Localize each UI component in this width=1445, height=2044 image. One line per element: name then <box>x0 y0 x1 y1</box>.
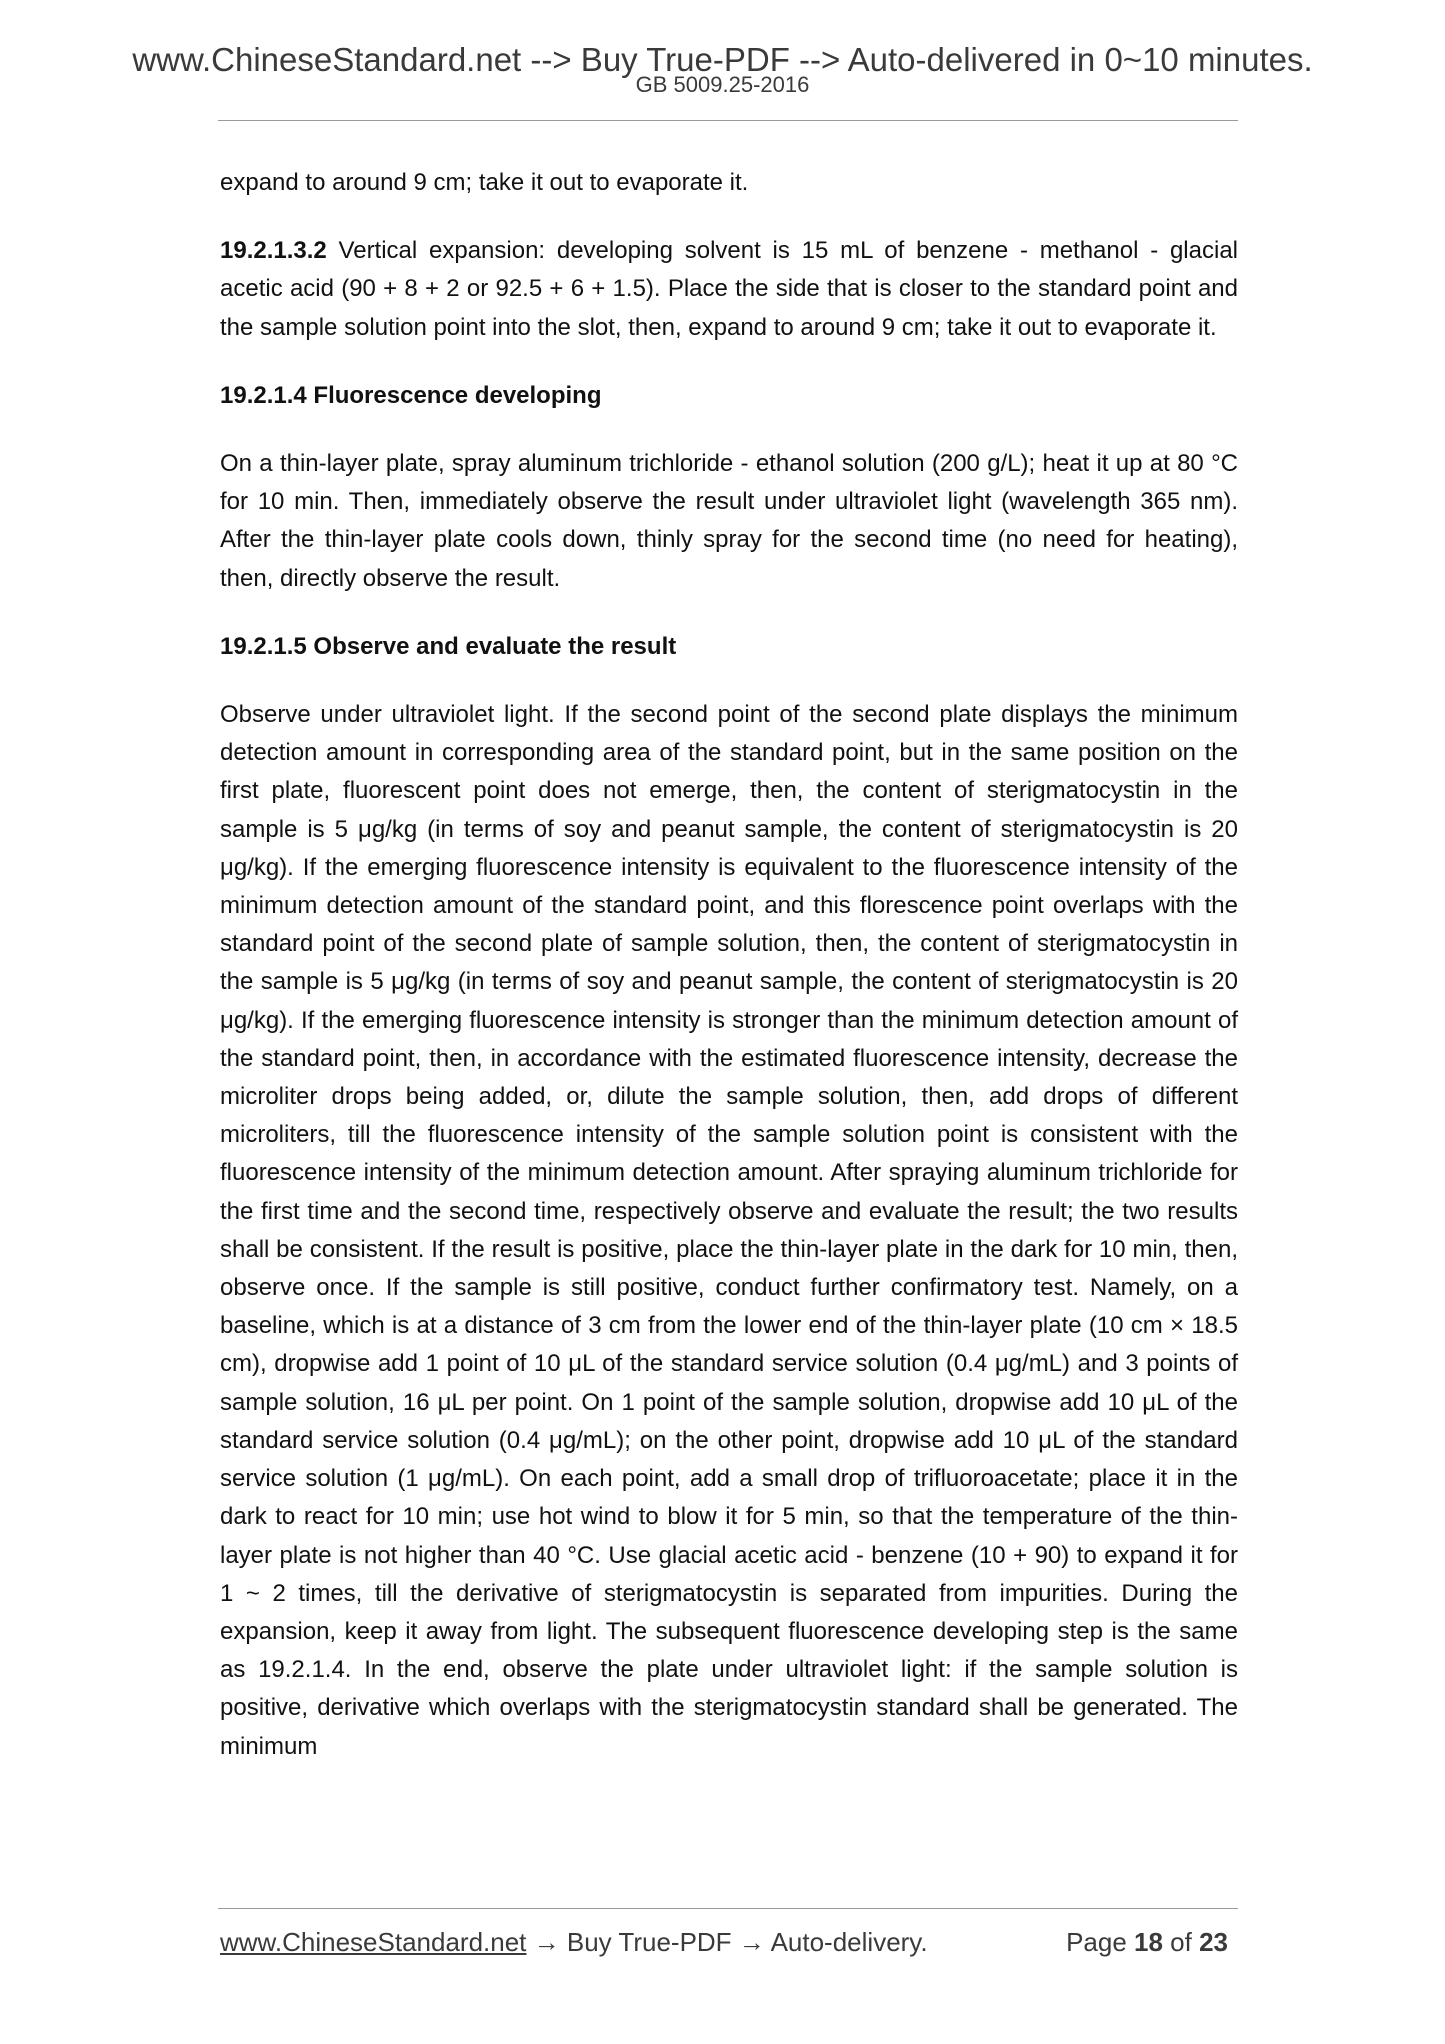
header-banner: www.ChineseStandard.net --> Buy True-PDF --> Auto-delivered in 0~10 minutes. <box>132 41 1313 78</box>
page-current: 18 <box>1134 1927 1163 1957</box>
clause-text: Vertical expansion: developing solvent is 15 mL of benzene - methanol - glacial acetic acid (90 + 8 + 2 or 92.5 + 6 + 1.5). Place the side that is closer to the standard point and the sample solution point into the slot, then, expand to around 9 cm; take it out to evaporate it. <box>220 237 1238 341</box>
paragraph-fluorescence-developing: On a thin-layer plate, spray aluminum trichloride - ethanol solution (200 g/L); heat it up at 80 °C for 10 min. Then, immediately observe the result under ultraviolet light (wavelength 365 nm). After the thin-layer plate cools down, thinly spray for the second time (no need for heating), then, directly observe the result. <box>220 450 1238 592</box>
page-total: 23 <box>1199 1927 1228 1957</box>
standard-code: GB 5009.25-2016 <box>635 72 810 97</box>
paragraph-continuation: expand to around 9 cm; take it out to evaporate it. <box>220 169 749 196</box>
paragraph-vertical-expansion <box>220 232 1238 347</box>
page-number <box>1066 1925 1228 1959</box>
footer-divider <box>218 1908 1238 1909</box>
page-footer <box>220 1925 1238 1959</box>
footer-tagline: → Buy True-PDF → Auto-delivery. <box>526 1927 928 1957</box>
page-of: of <box>1162 1927 1200 1957</box>
footer-site-link[interactable]: www.ChineseStandard.net <box>220 1927 527 1957</box>
section-heading-fluorescence-developing: 19.2.1.4 Fluorescence developing <box>220 381 602 409</box>
paragraph-observe-evaluate: Observe under ultraviolet light. If the second point of the second plate displays the minimum detection amount in corresponding area of the standard point, but in the same position on the first plate, fluorescent point does not emerge, then, the content of sterigmatocystin in the sample is 5 μg/kg (in terms of soy and peanut sample, the content of sterigmatocystin is 20 μg/kg). If the emerging fluorescence intensity is equivalent to the fluorescence intensity of the minimum detection amount of the standard point, and this florescence point overlaps with the standard point of the second plate of sample solution, then, the content of sterigmatocystin in the sample is 5 μg/kg (in terms of soy and peanut sample, the content of sterigmatocystin is 20 μg/kg). If the emerging fluorescence intensity is stronger than the minimum detection amount of the standard point, then, in accordance with the estimated fluorescence intensity, decrease the microliter drops being added, or, dilute the sample solution, then, add drops of different microliters, till the fluorescence intensity of the sample solution point is consistent with the fluorescence intensity of the minimum detection amount. After spraying aluminum trichloride for the first time and the second time, respectively observe and evaluate the result; the two results shall be consistent. If the result is positive, place the thin-layer plate in the dark for 10 min, then, observe once. If the sample is still positive, conduct further confirmatory test. Namely, on a baseline, which is at a distance of 3 cm from the lower end of the thin-layer plate (10 cm × 18.5 cm), dropwise add 1 point of 10 μL of the standard service solution (0.4 μg/mL) and 3 points of sample solution, 16 μL per point. On 1 point of the sample solution, dropwise add 10 μL of the standard service solution (0.4 μg/mL); on the other point, dropwise add 10 μL of the standard service solution (1 μg/mL). On each point, add a small drop of trifluoroacetate; place it in the dark to react for 10 min; use hot wind to blow it for 5 min, so that the temperature of the thin-layer plate is not higher than 40 °C. Use glacial acetic acid - benzene (10 + 90) to expand it for 1 ~ 2 times, till the derivative of sterigmatocystin is separated from impurities. During the expansion, keep it away from light. The subsequent fluorescence developing step is the same as 19.2.1.4. In the end, observe the plate under ultraviolet light: if the sample solution is positive, derivative which overlaps with the sterigmatocystin standard shall be generated. The minimum <box>220 701 1238 1760</box>
document-body <box>220 164 1238 1766</box>
clause-number: 19.2.1.3.2 <box>220 237 327 265</box>
page-word: Page <box>1066 1927 1135 1957</box>
header-divider <box>218 120 1238 121</box>
section-heading-observe-evaluate: 19.2.1.5 Observe and evaluate the result <box>220 632 677 660</box>
